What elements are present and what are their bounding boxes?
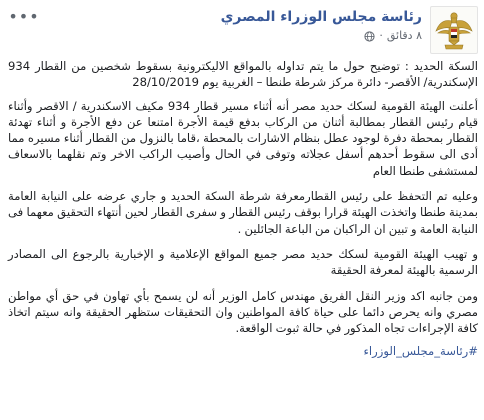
- header-text: [221, 6, 422, 44]
- post-body: [8, 58, 478, 359]
- post-options-button[interactable]: [8, 6, 40, 26]
- egypt-eagle-emblem-icon: [434, 9, 474, 51]
- more-options-icon: •••: [8, 6, 40, 26]
- post-meta: [221, 28, 422, 44]
- post-header: [8, 0, 478, 58]
- post-paragraph: وعليه تم التحفظ على رئيس القطارمعرفة شرطة السكة الحديد و جاري عرضه على النيابة العامة بمدينة طنطا واتخذت الهيئة قرارا بوقف رئيس القطار و سفرى القطار لحين أنتهاء التحقيق معهما فى النيابة العامة و تبين ان الراكبان من الباعة الجائلين .: [8, 189, 478, 236]
- page-name-link[interactable]: رئاسة مجلس الوزراء المصري: [220, 9, 422, 25]
- post-time[interactable]: ٨ دقائق: [386, 29, 422, 42]
- post-paragraph: و تهيب الهيئة القومية لسكك حديد مصر جميع المواقع الإعلامية و الإخبارية بالرجوع الى المصادر الرسمية بالهيئة لمعرفة الحقيقة: [8, 246, 478, 278]
- post-paragraph: ومن جانبه اكد وزير النقل الفريق مهندس كامل الوزير أنه لن يسمح بأي تهاون في حق أي مواطن مصري وانه يحرص دائما على حياة كافة المواطنين وان التحقيقات ستظهر الحقيقة وانه سيتم اتخاذ كافة الإجراءات تجاه المذكور في حالة ثبوت الواقعة.: [8, 288, 478, 336]
- post-paragraph-title: السكة الحديد : توضيح حول ما يتم تداوله بالمواقع الاليكترونية بسقوط شخصين من القطار 934 الإسكندرية/ الأقصر- دائرة مركز شرطة طنطا – الغربية يوم 28/10/2019: [8, 59, 478, 90]
- hashtag-link[interactable]: #رئاسة_مجلس_الوزراء: [363, 344, 478, 359]
- globe-icon: [364, 31, 375, 42]
- page-avatar[interactable]: [430, 6, 478, 54]
- post-paragraph: أعلنت الهيئة القومية لسكك حديد مصر أنه أثناء مسير قطار 934 مكيف الاسكندرية / الاقصر وأثناء قيام رئيس القطار بمطالبة أثنان من الركاب بدفع قيمة الأجرة امتنعا عن دفع الأجرة و أثناء تهدئة القطار بمحطة دفرة لوجود عطل بنظام الاشارات بالمحطة ،قاما بالنزول من القطار أثناء مسيره مما أدى الى سقوط أحدهم أسفل عجلاته وتوفى في الحال وأصيب الراكب الاخر وتم نقلهما بالاسعاف لمستشفى طنطا العام: [8, 98, 478, 178]
- meta-separator: ·: [379, 29, 383, 42]
